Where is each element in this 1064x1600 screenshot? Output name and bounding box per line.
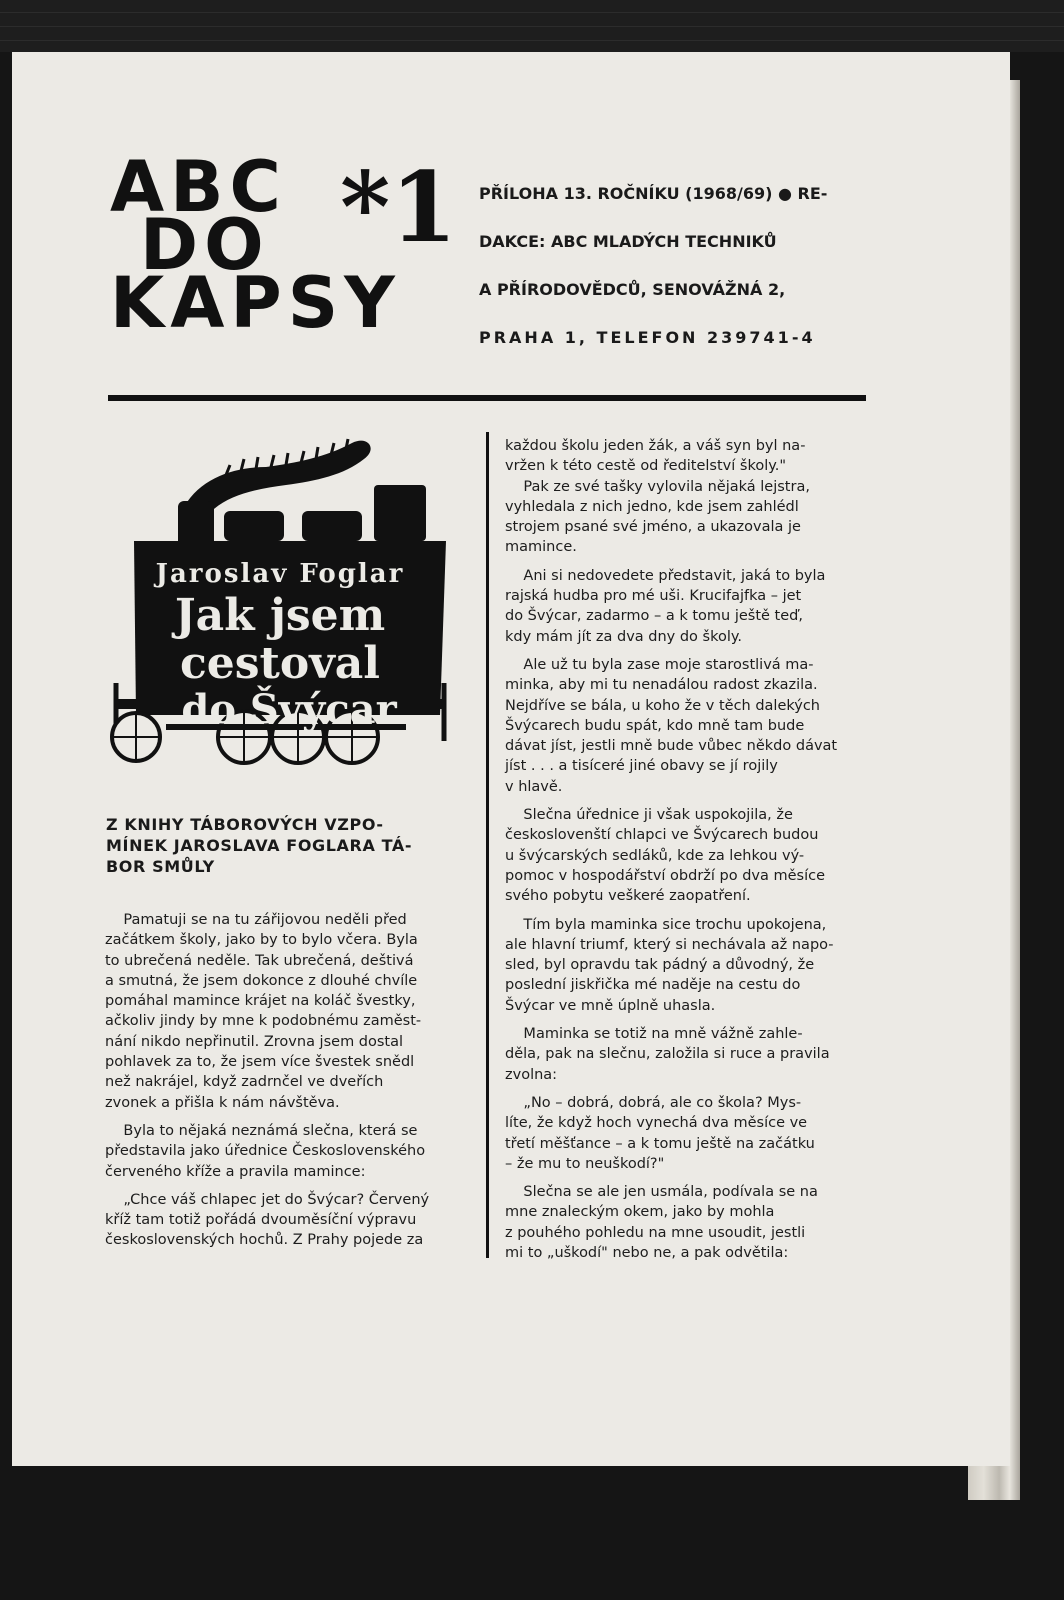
info-line: A PŘÍRODOVĚDCŮ, SENOVÁŽNÁ 2, [479, 280, 786, 299]
right-column-line: dávat jíst, jestli mně bude vůbec někdo dávat [505, 738, 838, 755]
article-subhead [106, 814, 458, 877]
left-column-line: ačkoliv jindy by mne k podobnému zaměst- [105, 1013, 422, 1030]
right-column-line: Tím byla maminka sice trochu upokojena, [505, 916, 827, 933]
title-illustration [106, 437, 454, 777]
left-column-line: „Chce váš chlapec jet do Švýcar? Červený [105, 1191, 430, 1208]
right-column-paragraph-gap [505, 797, 845, 805]
publication-info [479, 170, 859, 362]
info-line: DAKCE: ABC MLADÝCH TECHNIKŮ [479, 232, 777, 251]
right-column-line: kdy mám jít za dva dny do školy. [505, 628, 742, 645]
left-column-line: Byla to nějaká neznámá slečna, která se [105, 1122, 418, 1139]
left-column-line: nání nikdo nepřinutil. Zrovna jsem dostal [105, 1033, 404, 1050]
issue-number: *1 [340, 151, 457, 264]
right-column-line: strojem psané své jméno, a ukazovala je [505, 519, 801, 536]
right-column-line: Maminka se totiž na mně vážně zahle- [505, 1026, 803, 1043]
article-left-column [105, 910, 445, 1251]
illustration-title-2: cestoval [179, 638, 381, 689]
left-column-line: začátkem školy, jako by to bylo včera. Byla [105, 932, 418, 949]
right-column-line: poslední jiskřička mé naděje na cestu do [505, 977, 801, 994]
right-column-line: líte, že když hoch vynechá dva měsíce ve [505, 1115, 808, 1132]
left-column-line: než nakrájel, když zadrnčel ve dveřích [105, 1074, 384, 1091]
right-column-line: Ani si nedovedete představit, jaká to byla [505, 567, 826, 584]
right-column-line: Slečna úřednice ji však uspokojila, že [505, 807, 793, 824]
right-column-paragraph-gap [505, 1016, 845, 1024]
right-column-line: zvolna: [505, 1066, 558, 1083]
right-column-line: Ale už tu byla zase moje starostlivá ma- [505, 656, 814, 673]
right-column-line: vyhledala z nich jedno, kde jsem zahlédl [505, 498, 799, 515]
left-column-line: to ubrečená neděle. Tak ubrečená, deštivá [105, 952, 414, 969]
right-column-line: jíst . . . a tisíceré jiné obavy se jí rojily [505, 758, 778, 775]
subhead-line: Z KNIHY TÁBOROVÝCH VZPO- [106, 815, 384, 834]
strip-line [0, 40, 1064, 41]
article-right-column [505, 436, 845, 1263]
illustration-title-1: Jak jsem [174, 590, 386, 641]
right-column-line: Nejdříve se bála, u koho že v těch dalekých [505, 697, 820, 714]
right-column-line: děla, pak na slečnu, založila si ruce a pravila [505, 1046, 830, 1063]
right-column-line: pomoc v hospodářství obdrží po dva měsíce [505, 867, 826, 884]
left-column-line: pomáhal mamince krájet na koláč švestky, [105, 993, 416, 1010]
right-column-line: minka, aby mi tu nenadálou radost zkazila. [505, 677, 818, 694]
right-column-line: mamince. [505, 539, 577, 556]
right-column-paragraph-gap [505, 1174, 845, 1182]
right-column-line: českoslovenští chlapci ve Švýcarech budou [505, 827, 819, 844]
strip-line [0, 12, 1064, 13]
right-column-paragraph-gap [505, 1085, 845, 1093]
right-column-line: Švýcar ve mně úplně uhasla. [505, 997, 716, 1014]
right-column-line: z pouhého pohledu na mne usoudit, jestli [505, 1224, 806, 1241]
header-rule [108, 395, 866, 401]
right-column-line: rajská hudba pro mé uši. Krucifajfka – jet [505, 588, 802, 605]
right-column-line: Pak ze své tašky vylovila nějaká lejstra, [505, 478, 810, 495]
column-rule [486, 432, 489, 1258]
left-column-line: Pamatuji se na tu zářijovou neděli před [105, 912, 407, 928]
right-column-line: mne znaleckým okem, jako by mohla [505, 1204, 775, 1221]
subhead-line: BOR SMŮLY [106, 857, 215, 876]
right-column-line: mi to „uškodí" nebo ne, a pak odvětila: [505, 1244, 789, 1261]
left-column-line: kříž tam totiž pořádá dvouměsíční výpravu [105, 1212, 417, 1229]
right-column-paragraph-gap [505, 907, 845, 915]
masthead-line-1: ABC [110, 146, 287, 228]
subhead-line: MÍNEK JAROSLAVA FOGLARA TÁ- [106, 836, 413, 855]
illustration-title-3: do Švýcar [181, 686, 397, 733]
info-line: PRAHA 1, TELEFON 239741-4 [479, 328, 816, 347]
right-column-line: sled, byl opravdu tak pádný a důvodný, že [505, 957, 815, 974]
left-column-line: a smutná, že jsem dokonce z dlouhé chvíle [105, 972, 418, 989]
right-column-line: Švýcarech budu spát, kdo mně tam bude [505, 717, 805, 734]
right-column-line: třetí měšťance – a k tomu ještě na začátku [505, 1135, 815, 1152]
right-column-line: vržen k této cestě od ředitelství školy." [505, 458, 787, 475]
right-column-line: každou školu jeden žák, a váš syn byl na- [505, 438, 806, 454]
left-column-line: červeného kříže a pravila mamince: [105, 1163, 366, 1180]
left-column-paragraph-gap [105, 1113, 445, 1121]
left-column-paragraph-gap [105, 1182, 445, 1190]
right-column-line: – že mu to neuškodí?" [505, 1155, 665, 1172]
right-column-paragraph-gap [505, 558, 845, 566]
right-column-line: svého pobytu veškeré zaopatření. [505, 888, 751, 905]
right-column-line: v hlavě. [505, 778, 563, 795]
right-column-line: ale hlavní triumf, který si nechávala až napo- [505, 936, 834, 953]
info-line: PŘÍLOHA 13. ROČNÍKU (1968/69) ● RE- [479, 184, 828, 203]
left-column-line: zvonek a přišla k nám návštěva. [105, 1094, 340, 1111]
right-column-line: u švýcarských sedláků, kde za lehkou vý- [505, 847, 805, 864]
illustration-author: Jaroslav Foglar [155, 559, 405, 589]
left-column-line: československých hochů. Z Prahy pojede za [105, 1232, 424, 1249]
booklet-page [12, 52, 1010, 1466]
right-column-line: Slečna se ale jen usmála, podívala se na [505, 1184, 818, 1201]
masthead-line-3: KAPSY [110, 262, 401, 344]
strip-line [0, 26, 1064, 27]
right-column-line: „No – dobrá, dobrá, ale co škola? Mys- [505, 1094, 802, 1111]
masthead-line-2: DO [140, 204, 270, 286]
right-column-paragraph-gap [505, 647, 845, 655]
left-column-line: představila jako úřednice Československého [105, 1143, 426, 1160]
right-column-line: do Švýcar, zadarmo – a k tomu ještě teď, [505, 608, 803, 625]
left-column-line: pohlavek za to, že jsem více švestek snědl [105, 1054, 415, 1071]
